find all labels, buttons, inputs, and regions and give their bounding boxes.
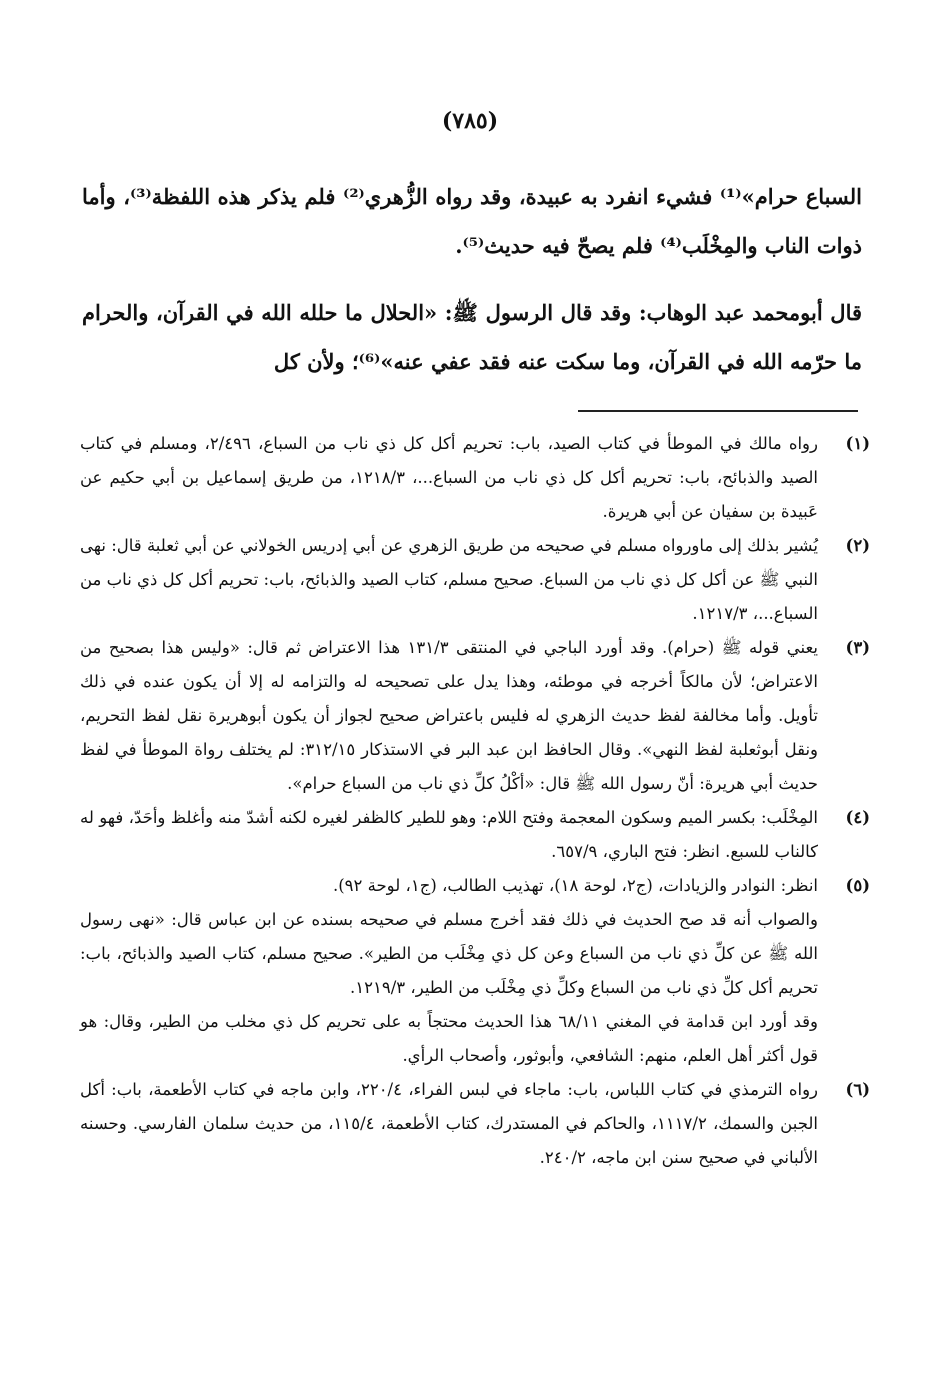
page-number: (٧٨٥) xyxy=(441,108,499,134)
footnote-number: (٤) xyxy=(845,808,870,827)
main-text xyxy=(82,172,862,386)
main-paragraph-1: السباع حرام»⁽¹⁾ فشيء انفرد به عبيدة، وقد رواه الزُّهري⁽²⁾ فلم يذكر هذه اللفظة⁽³⁾، وأما ذوات الناب والمِخْلَب⁽⁴⁾ فلم يصحّ فيه حديث⁽⁵⁾. xyxy=(82,184,862,258)
footnote-text: انظر: النوادر والزيادات، (ج٢، لوحة ١٨)، تهذيب الطالب، (ج١، لوحة ٩٢). xyxy=(332,876,818,895)
footnote-text: رواه مالك في الموطأ في كتاب الصيد، باب: تحريم أكل كل ذي ناب من السباع، ٢/٤٩٦، ومسلم في كتاب الصيد والذبائح، باب: تحريم أكل كل ذي ناب من السباع...، ١٢١٨/٣، من طريق إسماعيل بن أبي حكيم عن عَبيدة بن سفيان عن أبي هريرة. xyxy=(80,434,818,521)
footnote-number: (٣) xyxy=(845,638,870,657)
footnote-body xyxy=(80,1073,818,1175)
footnote-4 xyxy=(80,801,870,869)
footnote-3 xyxy=(80,631,870,801)
main-paragraph-2: قال أبومحمد عبد الوهاب: وقد قال الرسول ﷺ: «الحلال ما حلله الله في القرآن، والحرام ما حرّمه الله في القرآن، وما سكت عنه فقد عفي عنه»⁽⁶⁾؛ ولأن كل xyxy=(82,300,863,374)
footnote-5 xyxy=(80,869,870,1073)
footnotes xyxy=(80,427,870,1175)
footnote-number: (١) xyxy=(845,434,870,453)
footnote-text: يُشير بذلك إلى ماورواه مسلم في صحيحه من طريق الزهري عن أبي إدريس الخولاني عن أبي ثعلبة قال: نهى النبي ﷺ عن أكل كل ذي ناب من السباع. صحيح مسلم، كتاب الصيد والذبائح، باب: تحريم أكل كل ذي ناب من السباع...، ١٢١٧/٣. xyxy=(80,536,818,623)
footnote-number: (٢) xyxy=(845,536,870,555)
footnote-body xyxy=(80,529,818,631)
footnote-text: وقد أورد ابن قدامة في المغني ٦٨/١١ هذا الحديث محتجاً به على تحريم كل ذي مخلب من الطير، وقال: هو قول أكثر أهل العلم، منهم: الشافعي، وأبوثور، وأصحاب الرأي. xyxy=(80,1012,819,1065)
footnote-6 xyxy=(80,1073,870,1175)
footnote-separator xyxy=(578,410,858,412)
footnote-body xyxy=(80,869,818,1073)
footnote-number: (٦) xyxy=(845,1080,870,1099)
footnote-text: رواه الترمذي في كتاب اللباس، باب: ماجاء في لبس الفراء، ٢٢٠/٤، وابن ماجه في كتاب الأطعمة، باب: أكل الجبن والسمك، ١١١٧/٢، والحاكم في المستدرك، كتاب الأطعمة، ١١٥/٤، من حديث سلمان الفارسي. وحسنه الألباني في صحيح سنن ابن ماجه، ٢٤٠/٢. xyxy=(80,1080,819,1167)
footnote-body xyxy=(80,427,818,529)
footnote-text: المِخْلَب: بكسر الميم وسكون المعجمة وفتح اللام: وهو للطير كالظفر لغيره لكنه أشدّ منه وأغلظ وأحَدّ، فهو له كالناب للسبع. انظر: فتح الباري، ٦٥٧/٩. xyxy=(80,808,818,861)
footnote-body xyxy=(80,801,818,869)
footnote-1 xyxy=(80,427,870,529)
footnote-body xyxy=(80,631,818,801)
footnote-text: والصواب أنه قد صح الحديث في ذلك فقد أخرج مسلم في صحيحه بسنده عن ابن عباس قال: «نهى رسول الله ﷺ عن كلِّ ذي ناب من السباع وعن كل ذي مِخْلَب من الطير». صحيح مسلم، كتاب الصيد والذبائح، باب: تحريم أكل كلِّ ذي ناب من السباع وكلِّ ذي مِخْلَب من الطير، ١٢١٩/٣. xyxy=(80,910,818,997)
footnote-2 xyxy=(80,529,870,631)
footnote-text: يعني قوله ﷺ (حرام). وقد أورد الباجي في المنتقى ١٣١/٣ هذا الاعتراض ثم قال: «وليس هذا بصحيح من الاعتراض؛ لأن مالكاً أخرجه في موطئه، وهذا يدل على تصحيحه له والتزامه له إلا أن يكون عنده في ذلك تأويل. وأما مخالفة لفظ حديث الزهري له فليس باعتراض صحيح لجواز أن يكون أبوهريرة نقل لفظ التحريم، ونقل أبوثعلبة لفظ النهي». وقال الحافظ ابن عبد البر في الاستذكار ٣١٢/١٥: لم يختلف رواة الموطأ في لفظ حديث أبي هريرة: أنّ رسول الله ﷺ قال: «أكْلُ كلِّ ذي ناب من السباع حرام». xyxy=(80,638,818,793)
footnote-number: (٥) xyxy=(845,876,870,895)
